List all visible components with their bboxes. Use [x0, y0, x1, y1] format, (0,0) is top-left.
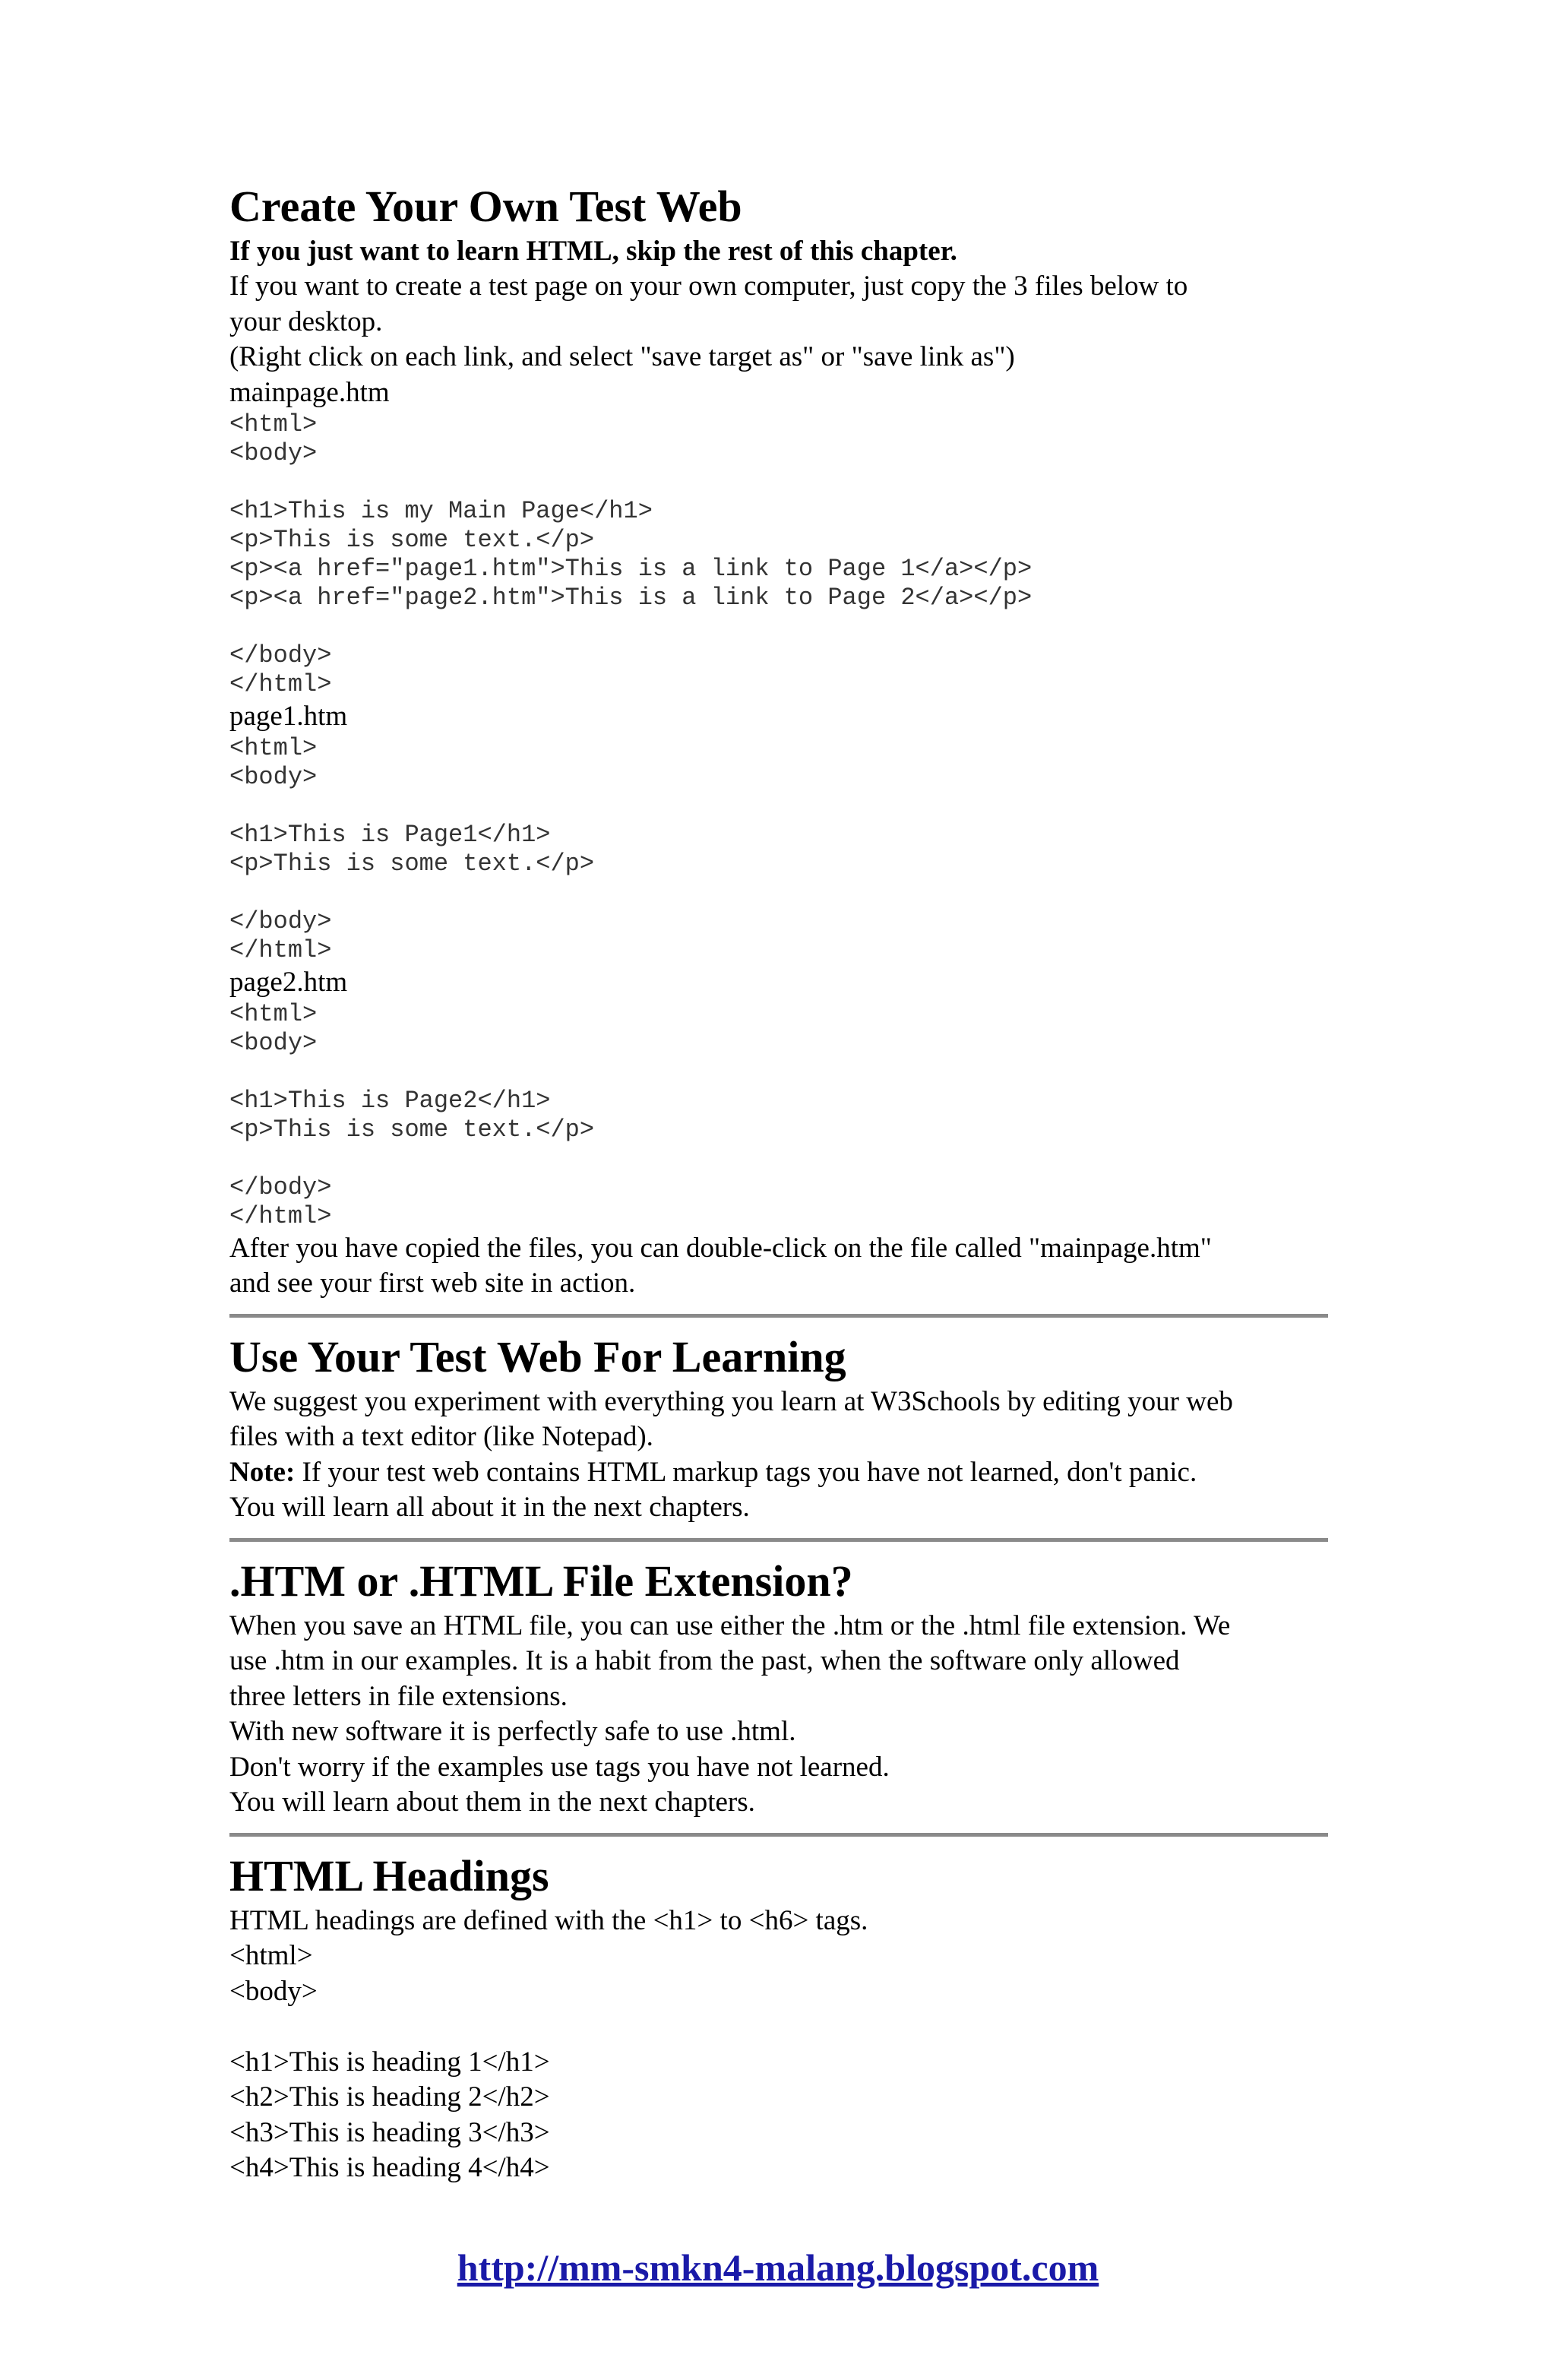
file-name-page2: page2.htm	[229, 966, 348, 998]
section-title-create-test-web: Create Your Own Test Web	[229, 182, 742, 231]
extension-line-1: When you save an HTML file, you can use either the .htm or the .html file extension. We	[229, 1609, 1231, 1641]
note-label: Note:	[229, 1456, 296, 1488]
note-text: If your test web contains HTML markup tags you have not learned, don't panic.	[295, 1456, 1197, 1488]
extension-line-6: You will learn about them in the next chapters.	[229, 1787, 755, 1818]
section-title-file-extension: .HTM or .HTML File Extension?	[229, 1556, 853, 1606]
code-page2: <html> <body> <h1>This is Page2</h1> <p>This is some text.</p> </body> </html>	[229, 999, 595, 1230]
extension-line-2: use .htm in our examples. It is a habit from the past, when the software only allowed	[229, 1645, 1180, 1676]
section-title-learning: Use Your Test Web For Learning	[229, 1331, 846, 1381]
document-page	[229, 179, 1328, 2186]
learning-line-2: files with a text editor (like Notepad).	[229, 1421, 653, 1452]
footer-blog-link[interactable]: http://mm-smkn4-malang.blogspot.com	[457, 2246, 1099, 2289]
create-intro-line-2: your desktop.	[229, 305, 383, 337]
section-title-headings: HTML Headings	[229, 1850, 549, 1901]
extension-line-5: Don't worry if the examples use tags you have not learned.	[229, 1751, 890, 1783]
file-name-mainpage: mainpage.htm	[229, 376, 390, 408]
closing-line-2: and see your first web site in action.	[229, 1268, 636, 1299]
closing-line-1: After you have copied the files, you can double-click on the file called "mainpage.htm"	[229, 1232, 1212, 1264]
code-page1: <html> <body> <h1>This is Page1</h1> <p>This is some text.</p> </body> </html>	[229, 733, 595, 964]
file-name-page1: page1.htm	[229, 700, 348, 732]
extension-line-4: With new software it is perfectly safe to use .html.	[229, 1716, 796, 1747]
note-line	[229, 1455, 1328, 1491]
headings-code-example: <html> <body> <h1>This is heading 1</h1> <h2>This is heading 2</h2> <h3>This is heading 3</h3> <h4>This is heading 4</h4>	[229, 1940, 550, 2183]
note-line-2: You will learn all about it in the next chapters.	[229, 1492, 750, 1523]
extension-line-3: three letters in file extensions.	[229, 1680, 568, 1712]
learning-line-1: We suggest you experiment with everything you learn at W3Schools by editing your web	[229, 1385, 1233, 1417]
section-divider	[229, 1314, 1328, 1318]
footer	[0, 2245, 1556, 2290]
skip-chapter-note: If you just want to learn HTML, skip the rest of this chapter.	[229, 236, 957, 267]
section-divider	[229, 1538, 1328, 1542]
section-divider	[229, 1833, 1328, 1837]
headings-intro: HTML headings are defined with the <h1> to <h6> tags.	[229, 1904, 868, 1936]
create-intro-line-3: (Right click on each link, and select "save target as" or "save link as")	[229, 341, 1015, 372]
code-mainpage: <html> <body> <h1>This is my Main Page</h1> <p>This is some text.</p> <p><a href="page1.htm">This is a link to Page 1</a></p> <p><a href="page2.htm">This is a link to Page 2</a></p> </body> </html>	[229, 410, 1033, 698]
create-intro-line-1: If you want to create a test page on your own computer, just copy the 3 files below to	[229, 271, 1188, 302]
